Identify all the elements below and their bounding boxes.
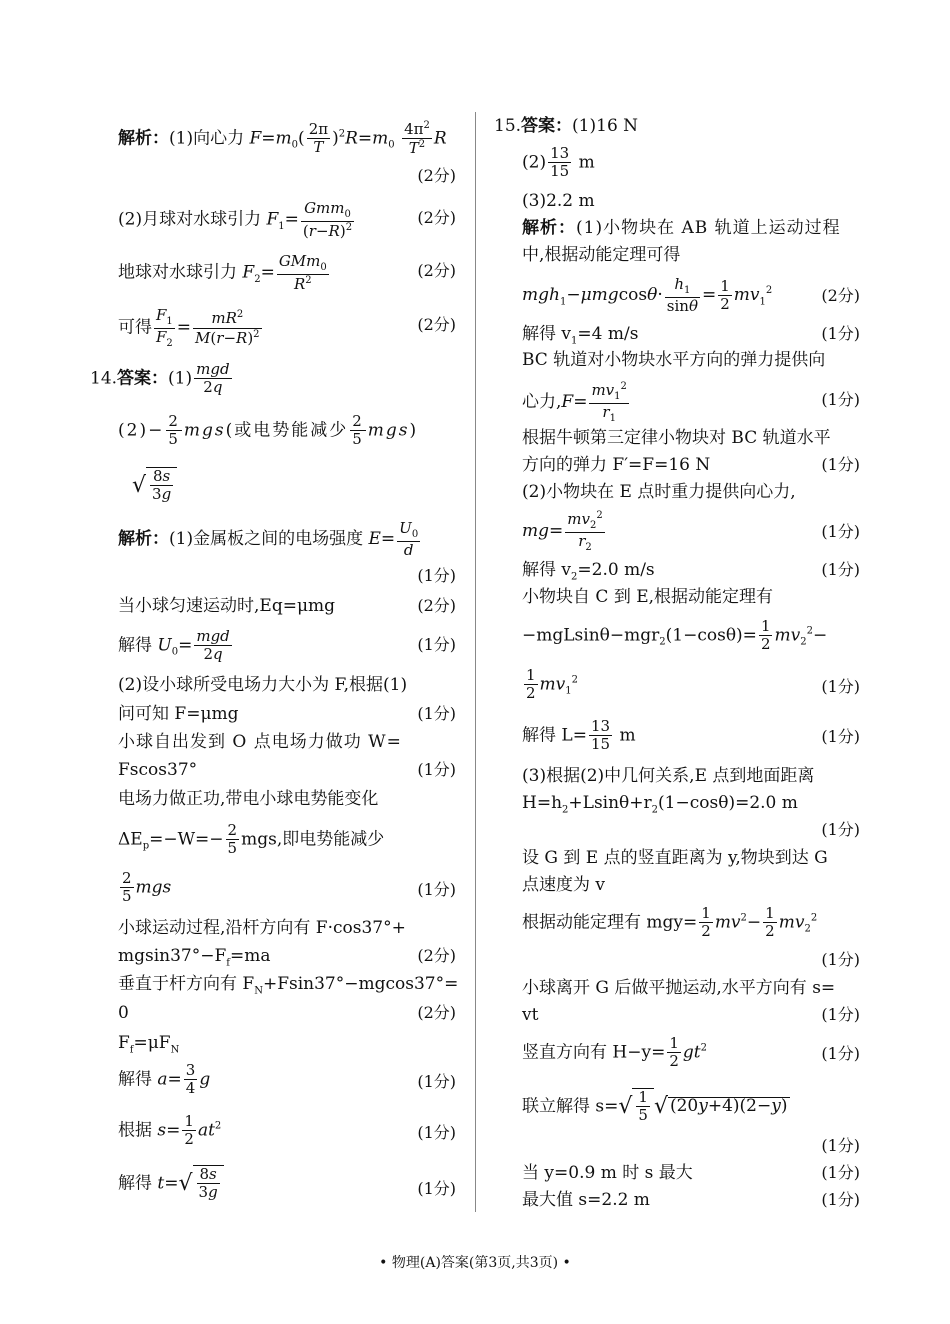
r-line-7: 根据牛顿第三定律小物块对 BC 轨道水平 xyxy=(522,428,831,448)
score: (2分) xyxy=(417,166,456,185)
score: (1分) xyxy=(821,390,860,409)
q14-line-16: 解得 a= $\frac{3}{4}$ g xyxy=(118,1061,211,1098)
score: (1分) xyxy=(821,677,860,696)
r-line-29: 最大值 s=2.2 m xyxy=(522,1190,650,1210)
q15-answer-3: (3)2.2 m xyxy=(522,191,595,211)
text: 解得 v xyxy=(522,560,572,580)
r-line-2: 中,根据动能定理可得 xyxy=(522,245,681,265)
r-line-5: BC 轨道对小物块水平方向的弹力提供向 xyxy=(522,350,826,370)
text: =ma xyxy=(230,946,271,966)
score: (1分) xyxy=(821,1163,860,1182)
text: (1)向心力 xyxy=(169,128,245,149)
r-line-13: −mgLsinθ−mgr$_2$(1−cosθ)= $\frac{1}{2}$ $mv_2^2-$ xyxy=(522,617,828,654)
q14-line-11: 小球运动过程,沿杆方向有 F·cos37°+ xyxy=(118,918,406,938)
q14-line-13: 垂直于杆方向有 $F_N+Fsin37^\circ-mgcos37^\circ=$ xyxy=(118,974,459,997)
text: (2)− xyxy=(118,420,165,441)
q14-line-14: 0 xyxy=(118,1003,129,1023)
q14-answer: 14.答案：(1) $\frac{\text{mgd}}{2q}$ xyxy=(90,360,230,397)
score: (2分) xyxy=(417,261,456,280)
score: (1分) xyxy=(417,880,456,899)
text: m xyxy=(619,725,636,746)
score: (1分) xyxy=(417,1123,456,1142)
q14-line-5: 问可知 F=μmg xyxy=(118,704,239,724)
page-footer: • 物理(A)答案(第3页,共3页) • xyxy=(379,1255,571,1271)
text: 地球对水球引力 xyxy=(118,262,237,283)
question-number: 15. xyxy=(494,116,522,136)
r-line-25: 竖直方向有 H−y= $\frac{1}{2}$ $gt^2$ xyxy=(522,1034,707,1071)
r-line-4: 解得 $v_1=4$ m/s xyxy=(522,324,639,347)
r-line-20: 点速度为 v xyxy=(522,875,606,895)
q14-line-3: 解得 $U_0=$ $\frac{\text{mgd}}{2q}$ xyxy=(118,627,230,664)
q14-answer-3: √ $\frac{8s}{3g}$ xyxy=(132,467,177,504)
score: (1分) xyxy=(821,1190,860,1209)
q13-line-2: (2)月球对水球引力 $F_1=$ $\frac{Gmm_0}{(r-R)^2}$ xyxy=(118,199,353,240)
score: (1分) xyxy=(821,727,860,746)
q15-answer-2: (2) $\frac{13}{15}$ m xyxy=(522,144,595,181)
score: (1分) xyxy=(821,560,860,579)
score: (2分) xyxy=(417,208,456,227)
text: (1) xyxy=(168,368,193,389)
r-line-26: 联立解得 s=√ $\frac{1}{5}$ √ (20y+4)(2−y) xyxy=(522,1088,788,1125)
r-line-21: 根据动能定理有 mgy= $\frac{1}{2}$ $mv^2-$ $\frac{1}{2}$ $mv_2^2$ xyxy=(522,904,818,941)
score: (2分) xyxy=(417,1003,456,1022)
q14-line-17: 根据 s= $\frac{1}{2}$ $at^2$ xyxy=(118,1112,222,1149)
text: 解得 v xyxy=(522,324,572,344)
text: (1)小物块在 AB 轨道上运动过程 xyxy=(576,218,841,238)
score: (2分) xyxy=(821,286,860,305)
score: (1分) xyxy=(821,1136,860,1155)
score: (1分) xyxy=(417,760,456,779)
text: =4 m/s xyxy=(577,324,639,344)
score: (1分) xyxy=(821,1044,860,1063)
text: 根据动能定理有 mgy= xyxy=(522,912,698,933)
text: −mgLsinθ−mgr xyxy=(522,625,660,646)
question-number: 14. xyxy=(90,368,118,389)
text: (1)金属板之间的电场强度 xyxy=(169,528,364,549)
text: 垂直于杆方向有 F xyxy=(118,974,255,994)
text: =−W=− xyxy=(149,829,224,850)
q14-line-10: $\frac{2}{5}$ mgs xyxy=(122,869,172,906)
text: 竖直方向有 H−y= xyxy=(522,1042,666,1063)
score: (1分) xyxy=(821,455,860,474)
text: mgs,即电势能减少 xyxy=(241,829,385,850)
score: (1分) xyxy=(821,522,860,541)
r-line-12: 小物块自 C 到 E,根据动能定理有 xyxy=(522,587,774,607)
score: (2分) xyxy=(417,946,456,965)
r-line-3: mgh$_1$−μmgcosθ· $\frac{h_1}{\sin\theta}$ = $\frac{1}{2}$ $mv_1^2$ xyxy=(522,275,773,315)
q14-line-1: 解析：(1)金属板之间的电场强度 E= $\frac{U_0}{d}$ xyxy=(118,519,419,559)
analysis-label: 解析： xyxy=(522,218,576,238)
q14-line-18: 解得 t=√ $\frac{8s}{3g}$ xyxy=(118,1165,224,1202)
q13-line-4: 可得 $\frac{F_1}{F_2}$ = $\frac{mR^2}{M(r-R)^2}$ xyxy=(118,306,260,349)
score: (1分) xyxy=(821,1005,860,1024)
text: +Fsin37°−mgcos37°= xyxy=(262,974,459,994)
column-divider xyxy=(475,112,476,1212)
text: (2)月球对水球引力 xyxy=(118,209,262,230)
score: (1分) xyxy=(821,820,860,839)
text: H=h xyxy=(522,793,563,813)
score: (2分) xyxy=(417,315,456,334)
text: 联立解得 s= xyxy=(522,1096,619,1117)
q14-answer-2: (2)− $\frac{2}{5}$ mgs(或电势能减少 $\frac{2}{5}$ mgs) xyxy=(118,412,419,449)
text: 解得 xyxy=(118,635,152,656)
score: (1分) xyxy=(821,324,860,343)
text: F xyxy=(118,1033,130,1053)
q14-line-9: $\Delta E_p=-W=-$ $\frac{2}{5}$ mgs,即电势能减少 xyxy=(118,821,385,858)
analysis-label: 解析： xyxy=(118,128,169,149)
q14-line-2: 当小球匀速运动时,Eq=μmg xyxy=(118,596,335,616)
answer-label: 答案： xyxy=(117,368,169,389)
left-column xyxy=(90,0,459,1324)
text: 解得 L= xyxy=(522,725,587,746)
score: (1分) xyxy=(417,1072,456,1091)
score: (1分) xyxy=(417,704,456,723)
text: (1−cosθ)=2.0 m xyxy=(658,793,798,813)
q13-line-1: 解析：(1)向心力 $F=m_0$( $\frac{2\pi}{T}$ )$^2R=m_0$ $\frac{4\pi^2}{T^2}$ R xyxy=(118,120,447,158)
text: ΔE xyxy=(118,829,143,850)
q14-line-15: $F_f=\mu F_N$ xyxy=(118,1033,180,1056)
text: (1)16 N xyxy=(572,116,639,136)
score: (2分) xyxy=(417,596,456,615)
score: (1分) xyxy=(417,566,456,585)
q14-line-12: $mgsin37^\circ-F_f=ma$ xyxy=(118,946,271,969)
text: 解得 xyxy=(118,1069,152,1090)
text: 可得 xyxy=(118,317,152,338)
text: =μF xyxy=(133,1033,171,1053)
q13-line-3: 地球对水球引力 $F_2=$ $\frac{GMm_0}{R^2}$ xyxy=(118,252,327,293)
r-line-6: 心力,F= $\frac{mv_1^2}{r_1}$ xyxy=(522,381,627,424)
r-line-8: 方向的弹力 F′=F=16 N xyxy=(522,455,711,475)
text: =2.0 m/s xyxy=(577,560,655,580)
q15-answer-1 xyxy=(494,118,638,135)
text: ) xyxy=(409,420,419,441)
r-line-9: (2)小物块在 E 点时重力提供向心力, xyxy=(522,482,796,502)
r-line-17: $H=h_2+Lsin\theta+r_2(1-\cos\theta)=2.0$ m xyxy=(522,793,798,816)
text: 根据 xyxy=(118,1120,152,1141)
r-line-19: 设 G 到 E 点的竖直距离为 y,物块到达 G xyxy=(522,848,828,868)
analysis-label: 解析： xyxy=(118,528,169,549)
r-line-15: 解得 L= $\frac{13}{15}$ m xyxy=(522,717,636,754)
r-line-28: 当 y=0.9 m 时 s 最大 xyxy=(522,1163,693,1183)
text: 解得 xyxy=(118,1173,152,1194)
text: 心力, xyxy=(522,392,562,412)
text: (1−cosθ)= xyxy=(665,625,757,646)
r-line-24: vt xyxy=(522,1005,539,1025)
r-line-14: $\frac{1}{2}$ $mv_1^2$ xyxy=(526,666,579,703)
score: (1分) xyxy=(821,950,860,969)
r-line-23: 小球离开 G 后做平抛运动,水平方向有 s= xyxy=(522,978,836,998)
score: (1分) xyxy=(417,1179,456,1198)
r-line-10: mg= $\frac{mv_2^2}{r_2}$ xyxy=(522,510,603,553)
q14-line-4: (2)设小球所受电场力大小为 F,根据(1) xyxy=(118,675,408,695)
r-line-16: (3)根据(2)中几何关系,E 点到地面距离 xyxy=(522,766,815,786)
right-column xyxy=(494,0,860,1324)
text: (或电势能减少 xyxy=(225,420,349,441)
q14-line-6: 小球自出发到 O 点电场力做功 W= xyxy=(118,732,402,752)
text: +Lsinθ+r xyxy=(568,793,652,813)
q14-line-8: 电场力做正功,带电小球电势能变化 xyxy=(118,789,379,809)
answer-label: 答案： xyxy=(521,116,573,136)
q14-line-7: Fscos37° xyxy=(118,760,198,780)
score: (1分) xyxy=(417,635,456,654)
text: m xyxy=(578,152,595,173)
text: mgsin37°−F xyxy=(118,946,227,966)
r-line-1 xyxy=(522,220,841,237)
text: (2) xyxy=(522,152,547,173)
r-line-11: 解得 $v_2=2.0$ m/s xyxy=(522,560,655,583)
